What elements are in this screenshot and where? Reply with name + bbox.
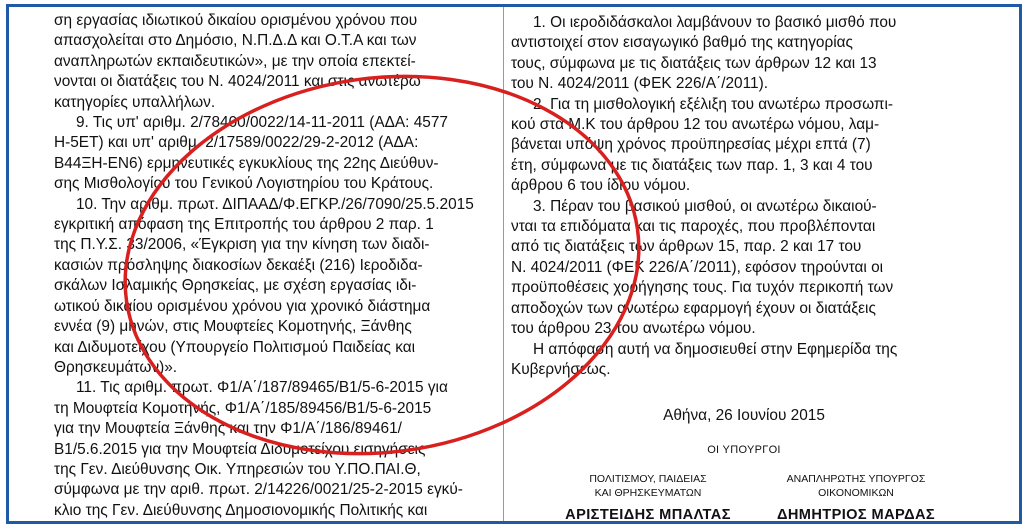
text-line: ωτικού δικαίου ορισμένου χρόνου για χρονικό διάστημα xyxy=(54,297,431,315)
text-line: Η-5ΕΤ) και υπ' αριθμ. 2/17589/0022/29-2-2012 (ΑΔΑ: xyxy=(54,134,419,152)
text-line: έτη, σύμφωνα με τις διατάξεις των παρ. 1, 3 και 4 του xyxy=(511,156,873,174)
text-line: ση εργασίας ιδιωτικού δικαίου ορισμένου χρόνου που xyxy=(54,12,418,29)
red-annotation-circle xyxy=(100,44,663,486)
signature-name: ΔΗΜΗΤΡΙΟΣ ΜΑΡΔΑΣ xyxy=(776,507,936,523)
signature-title: ΑΝΑΠΛΗΡΩΤΗΣ ΥΠΟΥΡΓΟΣ xyxy=(786,473,926,485)
ministers-heading: ΟΙ ΥΠΟΥΡΓΟΙ xyxy=(707,444,781,456)
text-line: τη Μουφτεία Κομοτηνής, Φ1/Α΄/185/89456/Β1/5-6-2015 xyxy=(54,399,432,417)
text-line: 1. Οι ιεροδιδάσκαλοι λαμβάνουν το βασικό μισθό που xyxy=(533,14,897,31)
signature-title: ΚΑΙ ΘΡΗΣΚΕΥΜΑΤΩΝ xyxy=(594,487,702,499)
text-line: του άρθρου 23 του ανωτέρω νόμου. xyxy=(511,320,756,338)
text-line: αντιστοιχεί στον εισαγωγικό βαθμό της κατηγορίας xyxy=(511,34,853,52)
text-line: της Γεν. Διεύθυνσης Οικ. Υπηρεσιών του Υ.ΠΟ.ΠΑΙ.Θ, xyxy=(54,460,421,478)
text-line: Β44ΞΗ-ΕΝ6) ερμηνευτικές εγκυκλίους της 22ης Διεύθυν- xyxy=(54,154,439,172)
text-line: κλιο της Γεν. Διεύθυνσης Δημοσιονομικής Πολιτικής και xyxy=(54,501,428,519)
text-line: κού στα Μ.Κ του άρθρου 12 του ανωτέρω νόμου, λαμ- xyxy=(511,116,880,134)
text-line: 9. Τις υπ' αριθμ. 2/78400/0022/14-11-2011 (ΑΔΑ: 4577 xyxy=(76,114,448,132)
signature-title: ΟΙΚΟΝΟΜΙΚΩΝ xyxy=(818,487,894,499)
text-line: νονται οι διατάξεις του Ν. 4024/2011 και στις ανωτέρω xyxy=(54,73,421,91)
text-line: Κυβερνήσεως. xyxy=(511,360,611,378)
text-line: Β1/5.6.2015 για την Μουφτεία Διδυμοτείχου εισηγήσεις xyxy=(54,440,426,458)
signature-name: ΑΡΙΣΤΕΙΔΗΣ ΜΠΑΛΤΑΣ xyxy=(565,507,731,523)
text-line: του Ν. 4024/2011 (ΦΕΚ 226/Α΄/2011). xyxy=(511,75,768,93)
text-line: νται τα επιδόματα και τις παροχές, που προβλέπονται xyxy=(511,218,876,236)
text-line: Ν. 4024/2011 (ΦΕΚ 226/Α΄/2011), εφόσον τηρούνται οι xyxy=(511,258,884,276)
text-line: απασχολείται στο Δημόσιο, Ν.Π.Δ.Δ και Ο.Τ.Α και των xyxy=(54,32,417,50)
text-line: σης Μισθολογίου του Γενικού Λογιστηρίου του Κράτους. xyxy=(54,175,434,193)
text-line: σκάλων Ισλαμικής Θρησκείας, με σχέση εργασίας ιδι- xyxy=(54,277,417,295)
signature-date: Αθήνα, 26 Ιουνίου 2015 xyxy=(663,407,825,424)
text-line: για την Μουφτεία Ξάνθης και την Φ1/Α΄/186/89461/ xyxy=(54,420,402,438)
text-line: 3. Πέραν του βασικού μισθού, οι ανωτέρω δικαιού- xyxy=(533,197,877,215)
signature-title: ΠΟΛΙΤΙΣΜΟΥ, ΠΑΙΔΕΙΑΣ xyxy=(589,473,707,485)
text-line: Θρησκευμάτων)». xyxy=(54,358,178,376)
text-line: τους, σύμφωνα με τις διατάξεις των άρθρων 12 και 13 xyxy=(511,54,877,72)
text-line: αποδοχών των ανωτέρω εφαρμογή έχουν οι διατάξεις xyxy=(511,299,876,317)
text-line: άρθρου 6 του ίδιου νόμου. xyxy=(511,177,691,195)
text-line: εγκριτική απόφαση της Επιτροπής του άρθρου 2 παρ. 1 xyxy=(54,216,434,234)
text-line: 11. Τις αριθμ. πρωτ. Φ1/Α΄/187/89465/Β1/5-6-2015 για xyxy=(76,379,448,397)
text-line: και Διδυμοτείχου (Υπουργείο Πολιτισμού Παιδείας και xyxy=(54,338,416,356)
text-line: αναπληρωτών εκπαιδευτικών», με την οποία επεκτεί- xyxy=(54,52,416,70)
text-line: από τις διατάξεις των άρθρων 15, παρ. 2 και 17 του xyxy=(511,238,862,256)
text-line: κασιών πρόσληψης διακοσίων δεκαέξι (216) Ιεροδιδα- xyxy=(54,256,423,274)
text-line: 10. Την αριθμ. πρωτ. ΔΙΠΑΑΔ/Φ.ΕΓΚΡ./26/7090/25.5.2015 xyxy=(76,195,474,213)
text-line: βάνεται υπόψη χρόνος προϋπηρεσίας μέχρι επτά (7) xyxy=(511,136,871,154)
text-line: Η απόφαση αυτή να δημοσιευθεί στην Εφημερίδα της xyxy=(533,340,898,358)
text-line: της Π.Υ.Σ. 33/2006, «Έγκριση για την κίνηση των διαδι- xyxy=(54,236,430,254)
text-line: προϋποθέσεις χορήγησης τους. Για τυχόν περικοπή των xyxy=(511,279,894,297)
text-line: σύμφωνα με την αριθ. πρωτ. 2/14226/0021/25-2-2015 εγκύ- xyxy=(54,481,463,499)
text-line: κατηγορίες υπαλλήλων. xyxy=(54,93,216,111)
text-line: εννέα (9) μηνών, στις Μουφτείες Κομοτηνής, Ξάνθης xyxy=(54,318,412,336)
text-line: 2. Για τη μισθολογική εξέλιξη του ανωτέρω προσωπι- xyxy=(533,95,894,113)
